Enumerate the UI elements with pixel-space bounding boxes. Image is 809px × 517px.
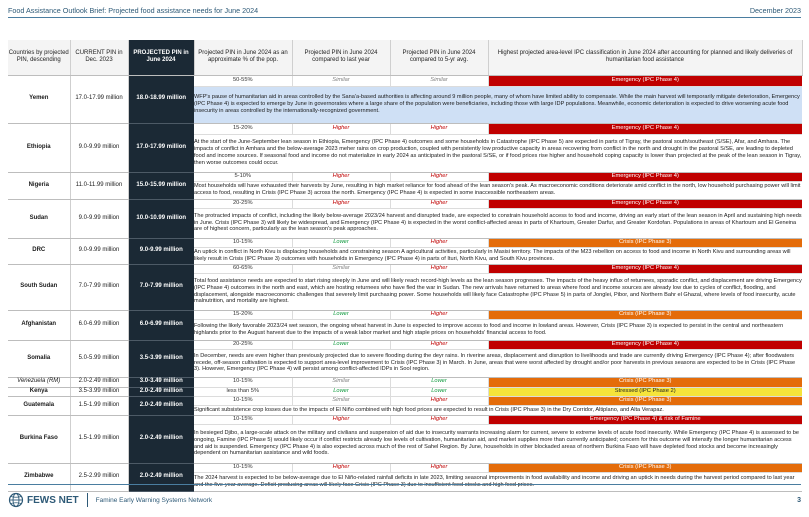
current-pin: 2.5-2.99 million	[70, 463, 128, 491]
vs-last-year: Higher	[292, 123, 390, 134]
percent-population: 60-65%	[194, 264, 292, 273]
projected-pin: 2.0-2.49 million	[128, 396, 194, 415]
country-narrative: Following the likely favorable 2023/24 wet season, the ongoing wheat harvest in June is expected to improve access to food and income in lowland areas. However, Crisis (IPC Phase 3) is expected to persist in the central and northeastern highlands prior to the August harvest due to the impacts of a weak labor market and high staple prices on households' financial access to food.	[194, 319, 802, 340]
current-pin: 1.5-1.99 million	[70, 415, 128, 463]
country-name: Afghanistan	[8, 310, 70, 340]
table-row	[8, 123, 802, 134]
percent-population: 15-20%	[194, 123, 292, 134]
projected-pin: 3.0-3.49 million	[128, 377, 194, 387]
percent-population: less than 5%	[194, 387, 292, 396]
country-narrative: Most households will have exhausted their harvests by June, resulting in high market reliance for food ahead of the lean season's peak. As macroeconomic conditions deteriorate amid conflict in the north, low household purchasing power will limit access to food, resulting in Crisis (IPC Phase 3) across the north. Emergency (IPC Phase 4) is expected in some inaccessible northeastern areas.	[194, 181, 802, 199]
country-name: South Sudan	[8, 264, 70, 310]
document-title: Food Assistance Outlook Brief: Projected food assistance needs for June 2024	[8, 5, 259, 15]
country-narrative: The 2024 harvest is expected to be below-average due to El Niño-related rainfall deficits in late 2023, limiting seasonal improvements in food availability and income and driving an uptick in needs during the harvest period compared to last year and the five-year average. Deficit-producing areas will likely face Crisis (IPC Phase 3) due to insufficient food stocks and high food prices.	[194, 472, 802, 491]
percent-population: 5-10%	[194, 172, 292, 181]
col-header-vs-last-year: Projected PIN in June 2024 compared to last year	[292, 40, 390, 75]
country-narrative: In December, needs are even higher than previously projected due to severe flooding during the deyr rains. In riverine areas, displacement and disruption to livelihoods and trade are currently driving Emergency (IPC Phase 4); after floodwaters recede, off-season cultivation is expected to support area-level improvement to Crisis (IPC Phase 3) in March. In June, areas that were worst affected by drought and/or poor harvests in previous seasons are expected to be in Crisis (IPC Phase 3). However, Emergency (IPC Phase 4) will persist among conflict-affected IDPs in Sool region.	[194, 349, 802, 377]
document-date: December 2023	[749, 5, 801, 15]
vs-last-year: Lower	[292, 340, 390, 349]
country-name: Guatemala	[8, 396, 70, 415]
vs-last-year: Higher	[292, 199, 390, 208]
current-pin: 9.0-9.99 million	[70, 238, 128, 264]
ipc-phase-badge: Emergency (IPC Phase 4) & risk of Famine	[488, 415, 802, 424]
current-pin: 9.0-9.99 million	[70, 199, 128, 238]
current-pin: 17.0-17.99 million	[70, 75, 128, 123]
table-row	[8, 264, 802, 273]
table-row	[8, 238, 802, 247]
vs-five-year-average: Higher	[390, 264, 488, 273]
ipc-phase-badge: Stressed (IPC Phase 2)	[488, 387, 802, 396]
percent-population: 10-15%	[194, 396, 292, 405]
table-row	[8, 310, 802, 319]
projected-pin: 7.0-7.99 million	[128, 264, 194, 310]
vs-last-year: Lower	[292, 387, 390, 396]
globe-icon	[8, 492, 24, 508]
table-row	[8, 463, 802, 472]
current-pin: 3.5-3.99 million	[70, 387, 128, 396]
projected-pin: 3.5-3.99 million	[128, 340, 194, 377]
percent-population: 10-15%	[194, 377, 292, 387]
footer-rule	[8, 484, 801, 485]
col-header-percent-pop: Projected PIN in June 2024 as an approximate % of the pop.	[194, 40, 292, 75]
vs-five-year-average: Higher	[390, 238, 488, 247]
percent-population: 10-15%	[194, 415, 292, 424]
country-narrative: In besieged Djibo, a large-scale attack on the military and civilians and suspension of aid due to insecurity warrants increasing alarm for current, severe to extreme levels of acute food insecurity. While Emergency (IPC Phase 4) is assessed to be ongoing, Famine (IPC Phase 5) would likely occur if conflict restricts already low levels of cultivation, humanitarian aid, and market supplies more than currently anticipated; concern for this outcome will intensify the longer humanitarian access and aid is suspended. Emergency (IPC Phase 4) is also expected across much of the rest of Sahel Region. By June, households in other blockaded areas of northern Burkina Faso will have depleted food stocks and become increasingly dependent on humanitarian assistance and wild foods.	[194, 424, 802, 463]
projected-pin: 6.0-6.99 million	[128, 310, 194, 340]
table-row	[8, 199, 802, 208]
table-row	[8, 396, 802, 405]
country-narrative: At the start of the June-September lean season in Ethiopia, Emergency (IPC Phase 4) outcomes and some households in Catastrophe (IPC Phase 5) are expected in parts of Tigray, the pastoral south/southeast (S/SE), Afar, and Amhara. The impacts of conflict in Amhara and the below-average 2023 meher rains on crop production, coupled with persistently low productive capacity in areas recovering from conflict in the north and drought in the pastoral S/SE, are leading to depleted food and income sources. If seasonal food and income do not materialize in early 2024 as anticipated in the pastoral S/SE, or if food prices rise higher and household coping capacity is lower than projected at the peak of the lean season in Tigray, then worse outcomes could occur.	[194, 134, 802, 172]
vs-five-year-average: Higher	[390, 199, 488, 208]
country-narrative: Significant subsistence crop losses due to the impacts of El Niño combined with high food prices are expected to result in Crisis (IPC Phase 3) in the Dry Corridor, Altiplano, and Alta Verapaz.	[194, 405, 802, 415]
organization-name: Famine Early Warning Systems Network	[95, 496, 213, 504]
projected-pin: 2.0-2.49 million	[128, 463, 194, 491]
current-pin: 9.0-9.99 million	[70, 123, 128, 172]
table-body	[8, 75, 802, 491]
country-narrative: WFP's pause of humanitarian aid in areas controlled by the Sana'a-based authorities is affecting around 9 million people, many of whom have limited ability to compensate. While the main harvest will temporarily mitigate deterioration, Emergency (IPC Phase 4) is expected to emerge by June in governorates where a large share of the population were beneficiaries, including those with large IDP populations. Meanwhile, economic deterioration is expected to drive worsening acute food insecurity in areas controlled by the internationally-recognized government.	[194, 86, 802, 123]
vs-last-year: Lower	[292, 310, 390, 319]
percent-population: 50-55%	[194, 75, 292, 86]
vs-last-year: Similar	[292, 264, 390, 273]
vs-last-year: Lower	[292, 238, 390, 247]
current-pin: 2.0-2.49 million	[70, 377, 128, 387]
percent-population: 10-15%	[194, 463, 292, 472]
page-number: 3	[797, 496, 801, 504]
country-name: Venezuela (RM)	[8, 377, 70, 387]
country-narrative: An uptick in conflict in North Kivu is displacing households and constraining season A agricultural activities, particularly in Masisi territory. The impacts of the M23 rebellion on access to food and income in North Kivu and surrounding areas will likely result in Crisis (IPC Phase 3) outcomes with households in Emergency (IPC Phase 4) in parts of Ituri, North Kivu, and South Kivu provinces.	[194, 247, 802, 264]
vs-last-year: Higher	[292, 172, 390, 181]
vs-five-year-average: Higher	[390, 310, 488, 319]
col-header-country: Countries by projected PIN, descending	[8, 40, 70, 75]
country-name: Zimbabwe	[8, 463, 70, 491]
vs-last-year: Similar	[292, 396, 390, 405]
ipc-phase-badge: Crisis (IPC Phase 3)	[488, 310, 802, 319]
vs-last-year: Similar	[292, 75, 390, 86]
projected-pin: 2.0-2.49 million	[128, 387, 194, 396]
page-header	[8, 3, 801, 17]
country-name: Nigeria	[8, 172, 70, 199]
country-name: DRC	[8, 238, 70, 264]
country-name: Yemen	[8, 75, 70, 123]
vs-last-year: Higher	[292, 415, 390, 424]
country-name: Somalia	[8, 340, 70, 377]
current-pin: 1.5-1.99 million	[70, 396, 128, 415]
current-pin: 6.0-6.99 million	[70, 310, 128, 340]
header-rule	[8, 17, 801, 18]
ipc-phase-badge: Crisis (IPC Phase 3)	[488, 238, 802, 247]
current-pin: 11.0-11.99 million	[70, 172, 128, 199]
ipc-phase-badge: Emergency (IPC Phase 4)	[488, 199, 802, 208]
percent-population: 15-20%	[194, 310, 292, 319]
col-header-ipc: Highest projected area-level IPC classification in June 2024 after accounting for planned and likely deliveries of humanitarian food assistance	[488, 40, 802, 75]
pin-table	[8, 40, 803, 492]
vs-five-year-average: Higher	[390, 123, 488, 134]
projected-pin: 15.0-15.99 million	[128, 172, 194, 199]
ipc-phase-badge: Crisis (IPC Phase 3)	[488, 377, 802, 387]
country-name: Ethiopia	[8, 123, 70, 172]
table-row	[8, 172, 802, 181]
col-header-vs-5yr-avg: Projected PIN in June 2024 compared to 5-yr avg.	[390, 40, 488, 75]
vs-five-year-average: Similar	[390, 75, 488, 86]
table-header-row	[8, 40, 802, 75]
percent-population: 10-15%	[194, 238, 292, 247]
percent-population: 20-25%	[194, 340, 292, 349]
col-header-projected-pin: PROJECTED PIN in June 2024	[128, 40, 194, 75]
country-narrative: Total food assistance needs are expected to start rising steeply in June and will likely reach record-high levels as the lean season progresses. The impacts of the heavy influx of returnees, sporadic conflict, and displacement are driving Emergency (IPC Phase 4) outcomes in the north and east, which are hosting returnees who have fled the war in Sudan. The new arrivals have returned to areas where food and income sources are already low due to cycles of conflict, flooding, and displacement, alongside macroeconomic challenges that severely limit purchasing power. Some households will likely face Catastrophe (IPC Phase 5) in parts of Jonglei, Pibor, and Northern Bahr el Ghazal, where levels of food insecurity, acute malnutrition, and mortality are highest.	[194, 273, 802, 310]
table-row	[8, 75, 802, 86]
table-row	[8, 387, 802, 396]
vs-five-year-average: Higher	[390, 172, 488, 181]
ipc-phase-badge: Crisis (IPC Phase 3)	[488, 396, 802, 405]
vs-five-year-average: Higher	[390, 396, 488, 405]
table-row	[8, 415, 802, 424]
ipc-phase-badge: Emergency (IPC Phase 4)	[488, 264, 802, 273]
current-pin: 7.0-7.99 million	[70, 264, 128, 310]
projected-pin: 9.0-9.99 million	[128, 238, 194, 264]
projected-pin: 10.0-10.99 million	[128, 199, 194, 238]
ipc-phase-badge: Emergency (IPC Phase 4)	[488, 172, 802, 181]
table-row	[8, 340, 802, 349]
projected-pin: 2.0-2.49 million	[128, 415, 194, 463]
country-name: Burkina Faso	[8, 415, 70, 463]
logo-text: FEWS NET	[27, 494, 79, 506]
country-name: Kenya	[8, 387, 70, 396]
col-header-current-pin: CURRENT PIN in Dec. 2023	[70, 40, 128, 75]
vs-last-year: Similar	[292, 377, 390, 387]
vs-five-year-average: Lower	[390, 387, 488, 396]
projected-pin: 17.0-17.99 million	[128, 123, 194, 172]
ipc-phase-badge: Crisis (IPC Phase 3)	[488, 463, 802, 472]
vs-five-year-average: Lower	[390, 377, 488, 387]
ipc-phase-badge: Emergency (IPC Phase 4)	[488, 340, 802, 349]
ipc-phase-badge: Emergency (IPC Phase 4)	[488, 75, 802, 86]
fewsnet-logo	[8, 492, 79, 508]
country-narrative: The protracted impacts of conflict, including the likely below-average 2023/24 harvest and disrupted trade, are expected to constrain household access to food and income, driving an early start of the lean season in April and sustaining high needs in June. Crisis (IPC Phase 3) will likely be widespread, and Emergency (IPC Phase 4) is expected in the worst conflict-affected areas in parts of Khartoum, Greater Darfur, and Greater Kordofan. Populations in areas of Khartoum and El Geneina are of highest concern, particularly as the lean season's peak approaches.	[194, 208, 802, 238]
projected-pin: 18.0-18.99 million	[128, 75, 194, 123]
current-pin: 5.0-5.99 million	[70, 340, 128, 377]
footer-separator	[87, 493, 88, 507]
table-row	[8, 377, 802, 387]
percent-population: 20-25%	[194, 199, 292, 208]
vs-five-year-average: Higher	[390, 340, 488, 349]
country-name: Sudan	[8, 199, 70, 238]
page-footer	[8, 490, 801, 510]
vs-five-year-average: Higher	[390, 415, 488, 424]
vs-five-year-average: Higher	[390, 463, 488, 472]
ipc-phase-badge: Emergency (IPC Phase 4)	[488, 123, 802, 134]
vs-last-year: Higher	[292, 463, 390, 472]
